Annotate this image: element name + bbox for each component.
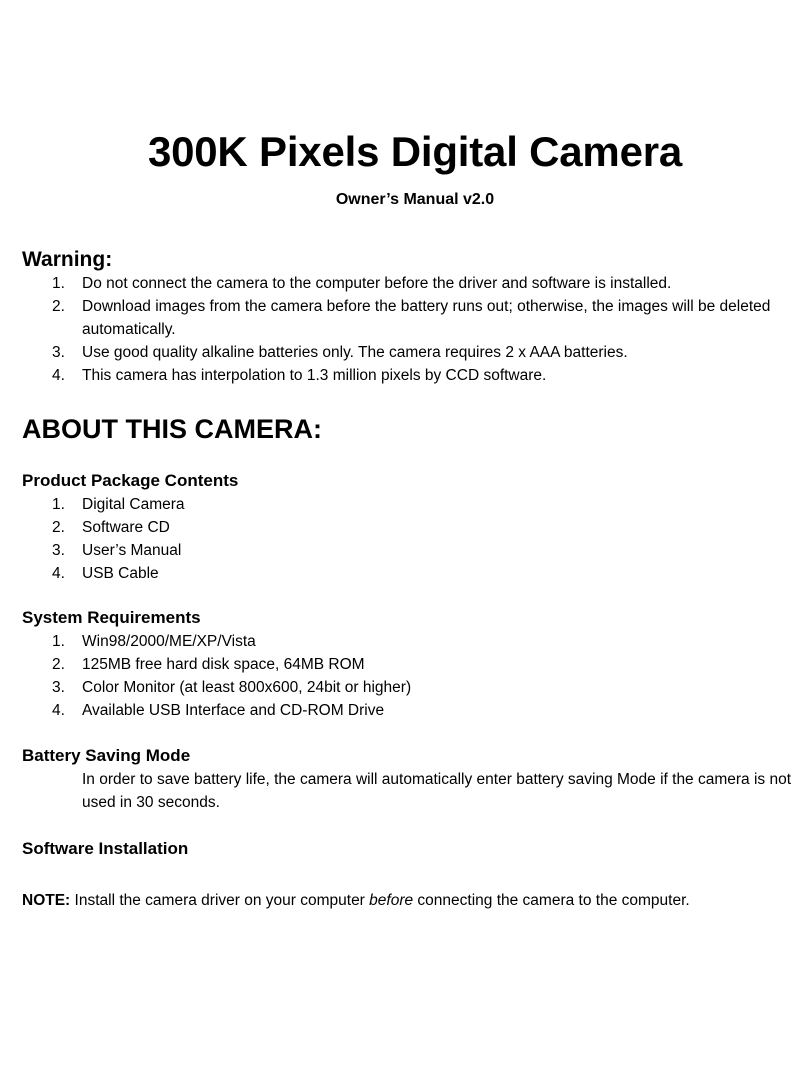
list-item: [0, 295, 808, 341]
list-item: [0, 562, 808, 585]
battery-heading: Battery Saving Mode: [22, 746, 191, 765]
list-item-number: 4.: [52, 702, 65, 719]
software-heading: Software Installation: [22, 839, 189, 858]
list-item-number: 3.: [52, 344, 65, 361]
requirements-heading: System Requirements: [22, 608, 201, 627]
list-item-text: Available USB Interface and CD-ROM Drive: [82, 702, 385, 719]
list-item-number: 2.: [52, 519, 65, 536]
page-title: 300K Pixels Digital Camera: [147, 128, 683, 175]
note-label: NOTE:: [22, 892, 71, 909]
list-item-text: Do not connect the camera to the computer before the driver and software is installed.: [82, 275, 672, 292]
list-item-text: USB Cable: [82, 565, 159, 582]
list-item: [0, 653, 808, 676]
list-item-number: 3.: [52, 679, 65, 696]
list-item: [0, 364, 808, 387]
note-text-after: connecting the camera to the computer.: [413, 892, 690, 909]
warning-list: [0, 272, 808, 387]
list-item-text: Software CD: [82, 519, 170, 536]
list-item-number: 1.: [52, 275, 65, 292]
package-heading: Product Package Contents: [22, 471, 239, 490]
list-item-text: Win98/2000/ME/XP/Vista: [82, 633, 256, 650]
list-item: [0, 539, 808, 562]
about-heading: ABOUT THIS CAMERA:: [22, 414, 322, 444]
list-item-text: Color Monitor (at least 800x600, 24bit or higher): [82, 679, 412, 696]
note-emphasis: before: [369, 892, 414, 909]
list-item-text: Download images from the camera before the battery runs out; otherwise, the images will be deleted automatically.: [82, 298, 771, 338]
list-item: [0, 676, 808, 699]
list-item-text: This camera has interpolation to 1.3 million pixels by CCD software.: [82, 367, 547, 384]
battery-paragraph: In order to save battery life, the camera will automatically enter battery saving Mode if the camera is not used in 30 seconds.: [82, 771, 792, 811]
list-item: [0, 516, 808, 539]
list-item-text: User’s Manual: [82, 542, 182, 559]
warning-heading: Warning:: [22, 248, 113, 271]
requirements-list: [0, 630, 808, 722]
list-item-number: 4.: [52, 565, 65, 582]
package-list: [0, 493, 808, 585]
list-item-number: 4.: [52, 367, 65, 384]
list-item-number: 1.: [52, 633, 65, 650]
note-paragraph: [22, 889, 802, 912]
list-item-number: 2.: [52, 298, 65, 315]
page-subtitle: Owner’s Manual v2.0: [335, 191, 495, 208]
list-item-number: 2.: [52, 656, 65, 673]
list-item: [0, 272, 808, 295]
note-text-before: Install the camera driver on your computer: [70, 892, 370, 909]
list-item-text: 125MB free hard disk space, 64MB ROM: [82, 656, 365, 673]
list-item: [0, 493, 808, 516]
list-item: [0, 699, 808, 722]
list-item-number: 1.: [52, 496, 65, 513]
list-item-text: Digital Camera: [82, 496, 185, 513]
list-item-number: 3.: [52, 542, 65, 559]
list-item: [0, 630, 808, 653]
list-item-text: Use good quality alkaline batteries only. The camera requires 2 x AAA batteries.: [82, 344, 628, 361]
list-item: [0, 341, 808, 364]
